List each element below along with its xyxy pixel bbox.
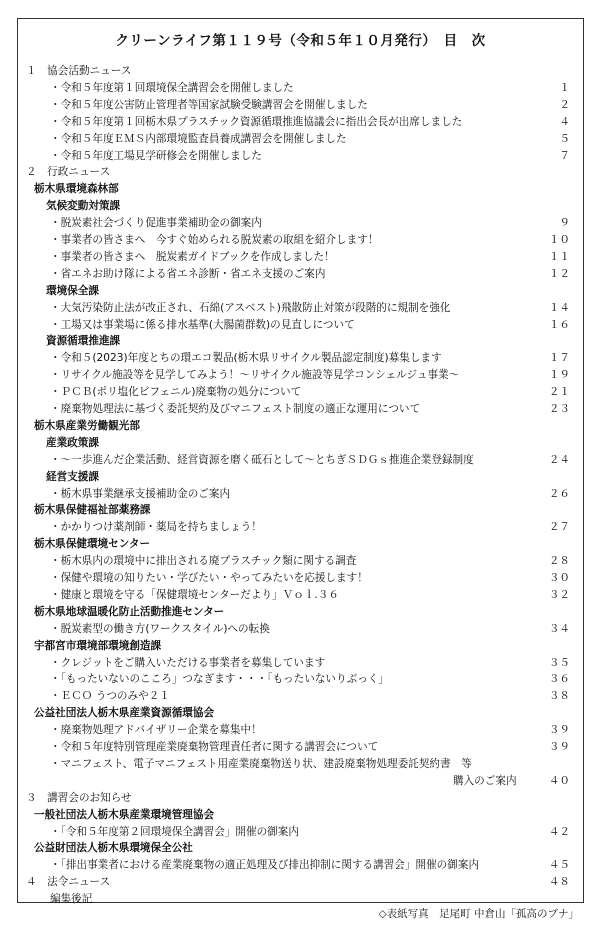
toc-page-number: １	[559, 81, 570, 94]
toc-entry	[18, 705, 583, 721]
toc-page-number: ４０	[548, 774, 570, 787]
toc-entry	[18, 435, 583, 451]
toc-entry-text: ・かかりつけ薬剤師・薬局を持ちましょう！	[50, 521, 262, 534]
toc-entry	[18, 350, 583, 366]
toc-entry-text: ・令和５年度特別管理産業廃棄物管理責任者に関する講習会について	[50, 741, 379, 753]
toc-page-number: ４	[559, 115, 570, 128]
toc-page-number: ３２	[548, 588, 570, 601]
toc-entry-text: 購入のご案内	[453, 774, 517, 787]
toc-entry-text: ・事業者の皆さまへ 今すぐ始められる脱炭素の取組を紹介します！	[50, 234, 379, 246]
toc-entry-text: ・マニフェスト、電子マニフェスト用産業廃棄物送り状、建設廃棄物処理委託契約書 等	[50, 757, 472, 770]
toc-page-number: １４	[548, 301, 570, 314]
toc-entry	[18, 486, 583, 502]
toc-entry-text: ・リサイクル施設等を見学してみよう！～リサイクル施設等見学コンシェルジュ事業～	[50, 369, 460, 382]
toc-entry	[18, 469, 583, 485]
toc-entry-text: ・栃木県事業継承支援補助金のご案内	[50, 487, 231, 500]
toc-entry-text: ・令和５年度第１回栃木県プラスチック資源循環推進協議会に指出会長が出席しました	[50, 115, 463, 128]
toc-page-number: １６	[548, 318, 570, 331]
toc-entry-text: 資源循環推進課	[46, 335, 121, 348]
toc-entry-text: ・クレジットをご購入いただける事業者を募集しています	[50, 656, 326, 669]
toc-page-number: ２４	[548, 453, 570, 466]
toc-entry-text: 編集後記	[50, 893, 93, 906]
toc-page-number: ３６	[548, 673, 570, 686]
toc-entry	[18, 756, 583, 772]
toc-entry	[18, 63, 583, 79]
toc-entry	[18, 773, 583, 789]
toc-entry-text: １ 協会活動ニュース	[26, 65, 132, 77]
toc-entry-text: ３ 講習会のお知らせ	[26, 791, 132, 804]
toc-entry-text: ・令和５(2023)年度とちの環エコ製品(栃木県リサイクル製品認定制度)募集します	[50, 352, 442, 365]
toc-page-number: ２３	[548, 403, 570, 415]
toc-entry	[18, 131, 583, 147]
toc-page-number: ２７	[548, 521, 570, 534]
toc-page-number: ４２	[548, 825, 570, 838]
toc-entry-text: ・「排出事業者における産業廃棄物の適正処理及び排出抑制に関する講習会」開催の御案内	[50, 859, 480, 872]
toc-title: クリーンライフ第１１９号（令和５年１０月発行） 目 次	[115, 33, 486, 49]
toc-entry-text: 栃木県産業労働観光部	[34, 419, 140, 432]
toc-entry	[18, 824, 583, 840]
toc-entry-text: ・「もったいないのこころ」つなぎます・・・「もったいないりぶっく」	[50, 673, 389, 686]
toc-entry	[18, 148, 583, 164]
toc-entry	[18, 874, 583, 890]
toc-entry-text: ・令和５年度ＥＭＳ内部環境監査員養成講習会を開催しました	[50, 132, 347, 145]
toc-entry	[18, 807, 583, 823]
toc-entry-text: ・～一歩進んだ企業活動、経営資源を磨く砥石として～とちぎＳＤＧｓ推進企業登録制度	[50, 453, 474, 466]
toc-entry-text: ・ＥＣＯ うつのみや２１	[50, 690, 170, 703]
toc-entry-text: ・保健や環境の知りたい・学びたい・やってみたいを応援します！	[50, 572, 368, 584]
toc-page-number: ３５	[548, 656, 570, 669]
toc-entry	[18, 283, 583, 299]
toc-entry	[18, 452, 583, 468]
toc-entry	[18, 300, 583, 316]
toc-entry-text: 産業政策課	[46, 436, 99, 449]
toc-entry	[18, 249, 583, 265]
toc-entry-text: ・廃棄物処理アドバイザリー企業を募集中！	[50, 724, 262, 737]
toc-entry	[18, 215, 583, 231]
toc-entry	[18, 80, 583, 96]
toc-page-number: １１	[548, 250, 570, 263]
toc-entry	[18, 198, 583, 214]
toc-page-number: ３９	[548, 724, 570, 737]
toc-entry	[18, 857, 583, 873]
toc-page-number: ２１	[548, 386, 570, 399]
toc-page-number: １０	[548, 234, 570, 246]
toc-entry	[18, 655, 583, 671]
toc-entry-text: ・令和５年度公害防止管理者等国家試験受験講習会を開催しました	[50, 98, 368, 111]
toc-entry	[18, 570, 583, 586]
toc-entry-text: 経営支援課	[46, 470, 99, 483]
toc-entry-text: ・栃木県内の環境中に排出される廃プラスチック類に関する調査	[50, 555, 357, 568]
toc-entry-text: 公益財団法人栃木県環境保全公社	[34, 842, 193, 855]
toc-entry	[18, 97, 583, 113]
toc-page-number: ９	[559, 217, 570, 230]
toc-page-number: ７	[559, 149, 570, 162]
toc-page-number: １２	[548, 267, 570, 280]
toc-entry-text: 気候変動対策課	[46, 200, 121, 213]
toc-entry	[18, 840, 583, 856]
toc-entry	[18, 418, 583, 434]
toc-page-number: ３９	[548, 741, 570, 753]
toc-page-number: ２６	[548, 487, 570, 500]
toc-entry	[18, 384, 583, 400]
toc-entry-text: ４ 法令ニュース	[26, 876, 111, 889]
toc-entry-text: ・事業者の皆さまへ 脱炭素ガイドブックを作成しました！	[50, 250, 335, 263]
toc-entry-text: ・令和５年度第１回環境保全講習会を開催しました	[50, 81, 294, 94]
toc-entry	[18, 519, 583, 535]
cover-photo-caption: ◇表紙写真 足尾町 中倉山「孤高のブナ」	[378, 908, 579, 920]
toc-entry-text: 環境保全課	[46, 284, 99, 297]
toc-page-number: １９	[548, 369, 570, 382]
toc-entry	[18, 367, 583, 383]
toc-page-number: １７	[548, 352, 570, 365]
toc-page-number: ２	[559, 98, 570, 111]
toc-entry	[18, 604, 583, 620]
toc-entry-text: 栃木県地球温暖化防止活動推進センター	[34, 605, 225, 618]
toc-page-number: ３４	[548, 622, 570, 635]
toc-entry-text: 公益社団法人栃木県産業資源循環協会	[34, 707, 215, 720]
toc-entry	[18, 790, 583, 806]
toc-entry-text: ・「令和５年度第２回環境保全講習会」開催の御案内	[50, 825, 299, 838]
toc-entry	[18, 266, 583, 282]
toc-entry	[18, 891, 583, 907]
toc-page-number: ２８	[548, 555, 570, 568]
toc-entry-text: 一般社団法人栃木県産業環境管理協会	[34, 808, 215, 821]
toc-entry-text: 栃木県環境森林部	[34, 183, 119, 196]
toc-entry	[18, 232, 583, 248]
toc-entry-text: ・工場又は事業場に係る排水基準(大腸菌群数)の見直しについて	[50, 318, 355, 331]
toc-entry-text: ・廃棄物処理法に基づく委託契約及びマニフェスト制度の適正な運用について	[50, 403, 421, 415]
toc-entry	[18, 621, 583, 637]
toc-entry-text: ・脱炭素社会づくり促進事業補助金の御案内	[50, 217, 262, 230]
toc-entry-text: ・省エネお助け隊による省エネ診断・省エネ支援のご案内	[50, 267, 326, 280]
toc-entry	[18, 638, 583, 654]
toc-entry-text: 栃木県保健環境センター	[34, 538, 151, 551]
toc-frame	[17, 18, 584, 906]
toc-entry-text: ・ＰＣＢ(ポリ塩化ビフェニル)廃棄物の処分について	[50, 386, 302, 399]
toc-entry	[18, 164, 583, 180]
toc-entry	[18, 181, 583, 197]
toc-entry	[18, 401, 583, 417]
toc-entry-text: 栃木県保健福祉部薬務課	[34, 504, 151, 517]
toc-entry-text: ・健康と環境を守る「保健環境センターだより」Ｖｏｌ.３６	[50, 588, 339, 601]
toc-entry	[18, 553, 583, 569]
toc-entry	[18, 587, 583, 603]
toc-page-number: ３０	[548, 572, 570, 584]
toc-entry-text: ・大気汚染防止法が改正され、石綿(アスベスト)飛散防止対策が段階的に規制を強化	[50, 301, 451, 314]
toc-page-number: ４８	[548, 876, 570, 889]
toc-entry-text: ・令和５年度工場見学研修会を開催しました	[50, 149, 262, 162]
toc-page-number: ４５	[548, 859, 570, 872]
toc-entry-text: 宇都宮市環境部環境創造課	[34, 639, 162, 652]
toc-entry	[18, 114, 583, 130]
toc-entry	[18, 722, 583, 738]
toc-page-number: ５	[559, 132, 570, 145]
toc-entry	[18, 671, 583, 687]
toc-entry	[18, 317, 583, 333]
toc-entry	[18, 536, 583, 552]
toc-page-number: ３８	[548, 690, 570, 703]
toc-entry	[18, 333, 583, 349]
toc-entry-text: ２ 行政ニュース	[26, 166, 111, 179]
toc-entry	[18, 502, 583, 518]
toc-entry	[18, 739, 583, 755]
toc-entry-text: ・脱炭素型の働き方(ワークスタイル)への転換	[50, 622, 270, 635]
toc-entry	[18, 688, 583, 704]
